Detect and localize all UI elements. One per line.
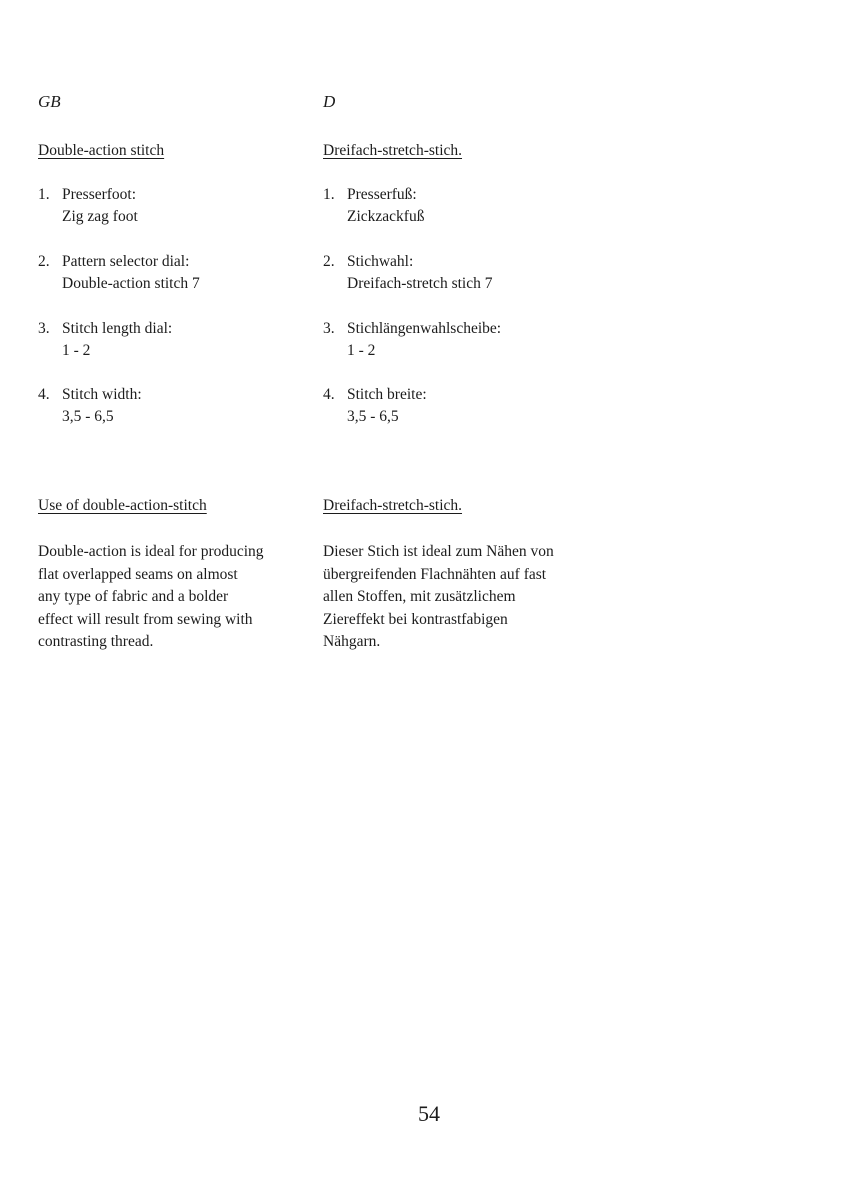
item-value: 3,5 - 6,5 — [62, 408, 114, 425]
setting-stitch-width — [38, 384, 142, 428]
setting-stitch-length — [38, 318, 172, 362]
item-value: 3,5 - 6,5 — [347, 408, 399, 425]
item-number: 1. — [323, 186, 335, 203]
setting-stichlaenge — [323, 318, 501, 362]
item-value: Zickzackfuß — [347, 208, 425, 225]
item-number: 2. — [38, 253, 50, 270]
description-paragraph-d — [323, 541, 554, 654]
paragraph-line: allen Stoffen, mit zusätzlichem — [323, 588, 516, 605]
paragraph-line: Double-action is ideal for producing — [38, 543, 264, 560]
item-number: 4. — [38, 386, 50, 403]
paragraph-line: Dieser Stich ist ideal zum Nähen von — [323, 543, 554, 560]
item-label: Presserfoot: — [62, 186, 137, 203]
setting-stitch-breite — [323, 384, 427, 428]
item-label: Pattern selector dial: — [62, 253, 190, 270]
item-number: 3. — [38, 320, 50, 337]
section-heading-double-action: Double-action stitch — [38, 142, 165, 159]
setting-presserfoot — [38, 184, 138, 228]
item-label: Stitch length dial: — [62, 320, 173, 337]
paragraph-line: Nähgarn. — [323, 633, 381, 650]
item-value: 1 - 2 — [62, 342, 91, 359]
description-paragraph-gb — [38, 541, 264, 654]
paragraph-line: contrasting thread. — [38, 633, 154, 650]
item-label: Stitch breite: — [347, 386, 427, 403]
paragraph-line: übergreifenden Flachnähten auf fast — [323, 565, 547, 583]
item-number: 1. — [38, 186, 50, 203]
paragraph-line: effect will result from sewing with — [38, 610, 253, 628]
item-number: 4. — [323, 386, 335, 403]
language-label-d: D — [323, 92, 336, 111]
item-value: Double-action stitch 7 — [62, 275, 200, 292]
section-heading-use-of-stitch: Use of double-action-stitch — [38, 497, 207, 514]
paragraph-line: any type of fabric and a bolder — [38, 588, 229, 605]
section-heading-dreifach-use: Dreifach-stretch-stich. — [323, 497, 463, 514]
paragraph-line: flat overlapped seams on almost — [38, 565, 238, 583]
setting-pattern-selector — [38, 251, 200, 295]
item-label: Stichlängenwahlscheibe: — [347, 320, 502, 337]
item-number: 2. — [323, 253, 335, 270]
item-value: Dreifach-stretch stich 7 — [347, 275, 493, 292]
setting-stichwahl — [323, 251, 492, 295]
item-value: Zig zag foot — [62, 208, 138, 225]
paragraph-line: Ziereffekt bei kontrastfabigen — [323, 610, 508, 628]
page-number: 54 — [418, 1101, 440, 1126]
item-number: 3. — [323, 320, 335, 337]
setting-presserfuss — [323, 184, 424, 228]
language-label-gb: GB — [38, 92, 61, 111]
section-heading-dreifach: Dreifach-stretch-stich. — [323, 142, 463, 159]
item-label: Stitch width: — [62, 386, 142, 403]
item-value: 1 - 2 — [347, 342, 376, 359]
item-label: Presserfuß: — [347, 186, 417, 203]
item-label: Stichwahl: — [347, 253, 414, 270]
